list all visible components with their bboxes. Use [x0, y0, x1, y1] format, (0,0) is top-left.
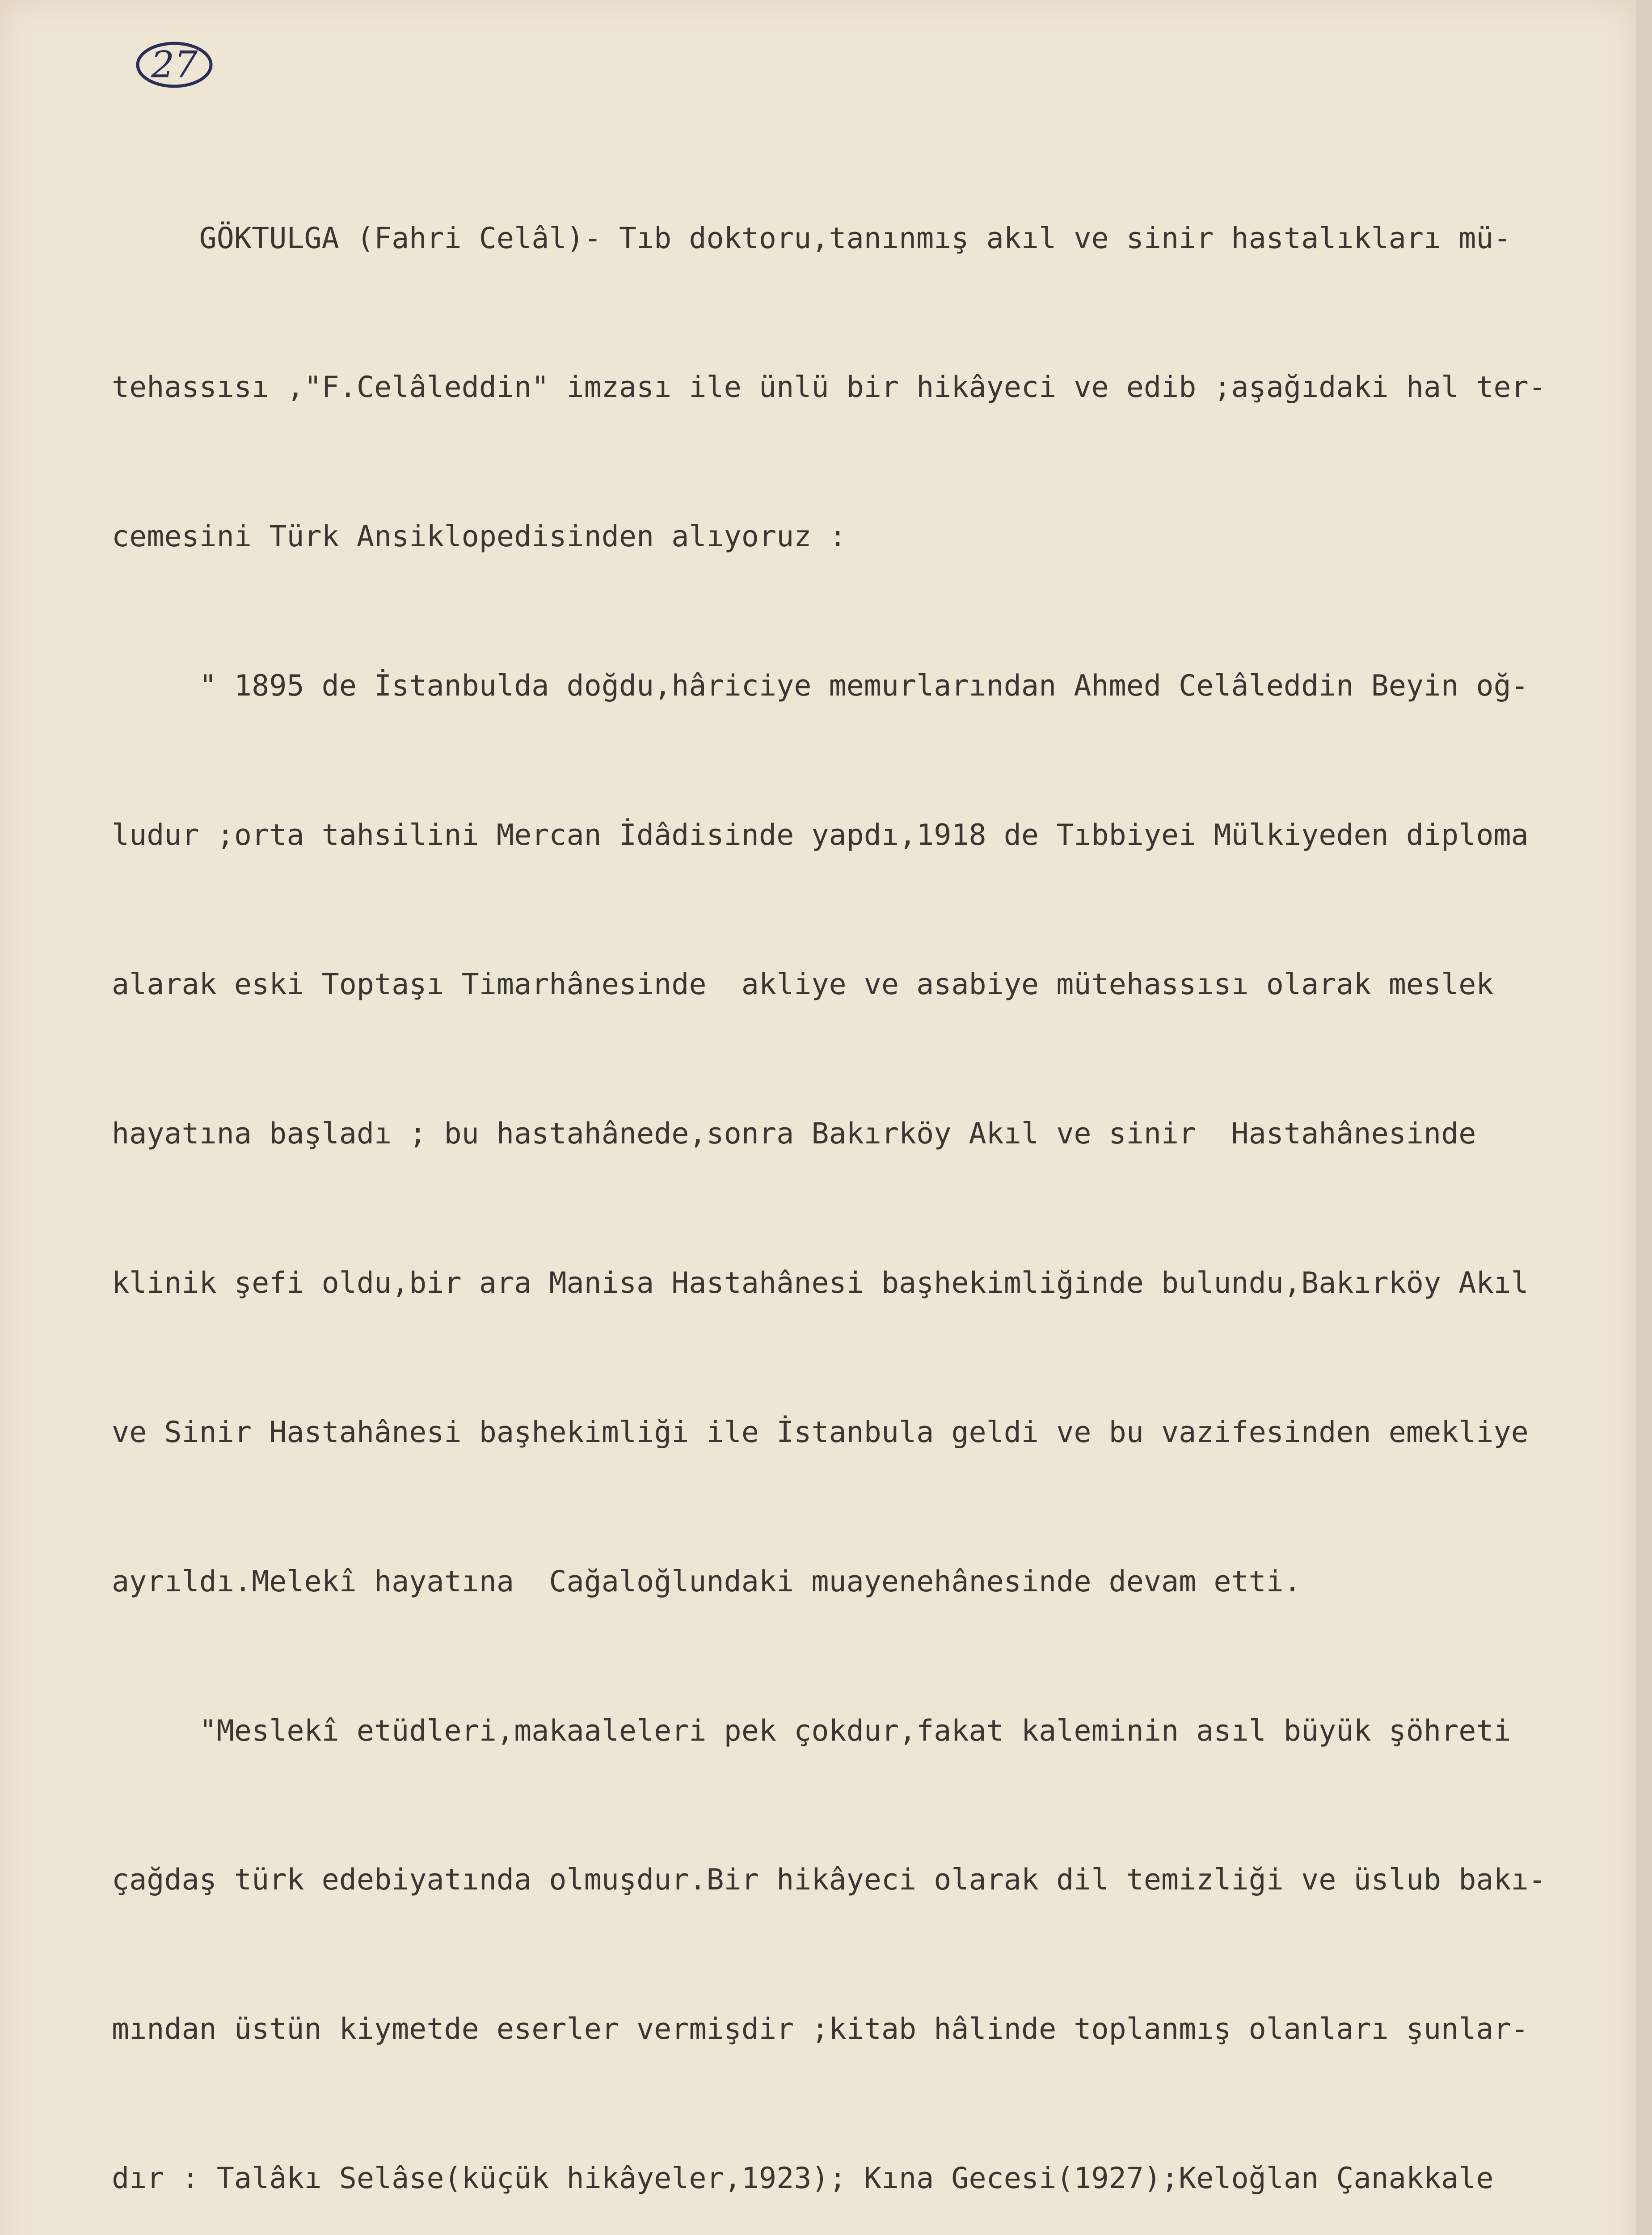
- page-number-text: 27: [151, 43, 198, 86]
- text-line: dır : Talâkı Selâse(küçük hikâyeler,1923); Kına Gecesi(1927);Keloğlan Çanakkale: [112, 2162, 1494, 2196]
- handwritten-page-number: [134, 40, 215, 89]
- text-line: ayrıldı.Melekî hayatına Cağaloğlundaki muayenehânesinde devam etti.: [112, 1564, 1302, 1598]
- text-line: cemesini Türk Ansiklopedisinden alıyoruz :: [112, 520, 847, 554]
- text-line: çağdaş türk edebiyatında olmuşdur.Bir hikâyeci olarak dil temizliği ve üslub bakı-: [112, 1863, 1546, 1897]
- text-line: GÖKTULGA (Fahri Celâl)- Tıb doktoru,tanınmış akıl ve sinir hastalıkları mü-: [112, 221, 1511, 255]
- text-line: ludur ;orta tahsilini Mercan İdâdisinde yapdı,1918 de Tıbbiyei Mülkiyeden diploma: [112, 818, 1529, 852]
- text-line: hayatına başladı ; bu hastahânede,sonra Bakırköy Akıl ve sinir Hastahânesinde: [112, 1117, 1476, 1151]
- text-line: tehassısı ,"F.Celâleddin" imzası ile ünlü bir hikâyeci ve edib ;aşağıdaki hal ter-: [112, 371, 1546, 405]
- text-line: klinik şefi oldu,bir ara Manisa Hastahânesi başhekimliğinde bulundu,Bakırköy Akıl: [112, 1266, 1529, 1300]
- text-line: alarak eski Toptaşı Timarhânesinde akliye ve asabiye mütehassısı olarak meslek: [112, 968, 1494, 1002]
- text-line: ve Sinir Hastahânesi başhekimliği ile İstanbula geldi ve bu vazifesinden emekliye: [112, 1415, 1529, 1449]
- text-line: " 1895 de İstanbulda doğdu,hâriciye memurlarından Ahmed Celâleddin Beyin oğ-: [112, 669, 1529, 703]
- typewritten-text: [112, 114, 1587, 2235]
- text-line: mından üstün kiymetde eserler vermişdir ;kitab hâlinde toplanmış olanları şunlar-: [112, 2012, 1529, 2046]
- text-line: "Meslekî etüdleri,makaaleleri pek çokdur,fakat kaleminin asıl büyük şöhreti: [112, 1714, 1511, 1748]
- paper-edge: [1636, 0, 1652, 2235]
